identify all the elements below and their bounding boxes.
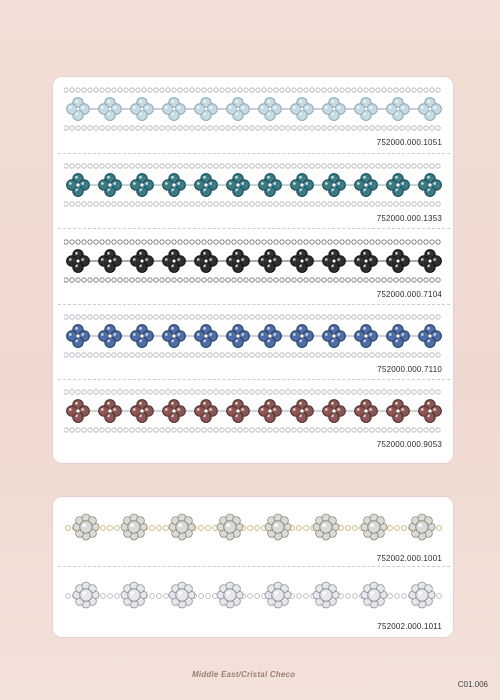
rhinestone-strip-image (64, 238, 444, 284)
flower-motif (121, 582, 147, 608)
stone-cluster (291, 325, 314, 348)
flower-chain-image (64, 572, 444, 618)
stone-cluster (163, 250, 186, 273)
page-code: C01.006 (457, 680, 488, 689)
stone-cluster (99, 400, 122, 423)
flower-motif (169, 514, 195, 540)
stone-cluster (387, 325, 410, 348)
stone-cluster (355, 174, 378, 197)
strip-image (64, 86, 444, 132)
stone-cluster (67, 400, 90, 423)
stone-cluster (195, 98, 218, 121)
stone-cluster (355, 98, 378, 121)
stone-cluster (419, 325, 442, 348)
chain-row (64, 390, 440, 394)
collection-title: Middle East/Cristal Checo (192, 670, 296, 679)
chain-row (64, 428, 440, 432)
flower-motif (265, 582, 291, 608)
stone-cluster (227, 174, 250, 197)
stone-cluster (259, 174, 282, 197)
stone-cluster (355, 400, 378, 423)
product-code: 752000.000.9053 (376, 440, 442, 449)
chain-row (64, 315, 440, 319)
stone-cluster (163, 325, 186, 348)
stone-cluster (227, 325, 250, 348)
stone-cluster (131, 325, 154, 348)
strip-image (64, 313, 444, 359)
stone-cluster (131, 174, 154, 197)
stone-cluster (259, 98, 282, 121)
product-code: 752002.000.1011 (377, 622, 442, 631)
chain-row (64, 88, 440, 92)
flower-motif (217, 582, 243, 608)
flower-motif (73, 514, 99, 540)
stone-cluster (99, 98, 122, 121)
strip-image (64, 238, 444, 284)
strip-image (64, 572, 444, 618)
stone-cluster (387, 250, 410, 273)
stone-cluster (387, 400, 410, 423)
stone-cluster (259, 325, 282, 348)
stone-cluster (195, 400, 218, 423)
divider (58, 379, 450, 380)
stone-cluster (291, 98, 314, 121)
stone-cluster (67, 250, 90, 273)
stone-cluster (227, 250, 250, 273)
stone-cluster (259, 400, 282, 423)
flower-motif (265, 514, 291, 540)
stone-cluster (99, 325, 122, 348)
flower-motif (217, 514, 243, 540)
product-code: 752002.000.1001 (376, 554, 442, 563)
product-code: 752000.000.7104 (376, 290, 442, 299)
stone-cluster (67, 325, 90, 348)
stone-cluster (387, 98, 410, 121)
stone-cluster (163, 98, 186, 121)
stone-cluster (131, 400, 154, 423)
flower-motif (409, 582, 435, 608)
stone-cluster (131, 98, 154, 121)
stone-cluster (355, 250, 378, 273)
rhinestone-strip-image (64, 86, 444, 132)
flower-motif (121, 514, 147, 540)
stone-cluster (227, 400, 250, 423)
chain-row (64, 164, 440, 168)
bottom-panel (52, 496, 454, 638)
stone-cluster (419, 400, 442, 423)
stone-cluster (323, 400, 346, 423)
stone-cluster (323, 250, 346, 273)
chain-row (64, 202, 440, 206)
divider (58, 304, 450, 305)
flower-motif (169, 582, 195, 608)
stone-cluster (131, 250, 154, 273)
divider (58, 228, 450, 229)
flower-motif (361, 582, 387, 608)
stone-cluster (355, 325, 378, 348)
strip-image (64, 162, 444, 208)
flower-motif (409, 514, 435, 540)
stone-cluster (419, 250, 442, 273)
product-code: 752000.000.7110 (377, 365, 442, 374)
stone-cluster (195, 325, 218, 348)
stone-cluster (195, 250, 218, 273)
stone-cluster (291, 400, 314, 423)
stone-cluster (259, 250, 282, 273)
rhinestone-strip-image (64, 313, 444, 359)
stone-cluster (67, 174, 90, 197)
flower-motif (313, 514, 339, 540)
product-code: 752000.000.1353 (376, 214, 442, 223)
rhinestone-strip-image (64, 162, 444, 208)
stone-cluster (387, 174, 410, 197)
chain-row (64, 240, 440, 244)
stone-cluster (323, 174, 346, 197)
flower-motif (313, 582, 339, 608)
stone-cluster (99, 250, 122, 273)
strip-image (64, 504, 444, 550)
stone-cluster (227, 98, 250, 121)
stone-cluster (323, 325, 346, 348)
divider (58, 566, 450, 567)
chain-row (64, 278, 440, 282)
flower-chain-image (64, 504, 444, 550)
product-code: 752000.000.1051 (376, 138, 442, 147)
stone-cluster (163, 400, 186, 423)
chain-row (64, 126, 440, 130)
stone-cluster (323, 98, 346, 121)
flower-motif (73, 582, 99, 608)
strip-image (64, 388, 444, 434)
stone-cluster (291, 174, 314, 197)
stone-cluster (99, 174, 122, 197)
flower-motif (361, 514, 387, 540)
stone-cluster (195, 174, 218, 197)
top-panel (52, 76, 454, 464)
divider (58, 153, 450, 154)
stone-cluster (419, 98, 442, 121)
stone-cluster (419, 174, 442, 197)
rhinestone-strip-image (64, 388, 444, 434)
stone-cluster (67, 98, 90, 121)
stone-cluster (163, 174, 186, 197)
chain-row (64, 353, 440, 357)
stone-cluster (291, 250, 314, 273)
